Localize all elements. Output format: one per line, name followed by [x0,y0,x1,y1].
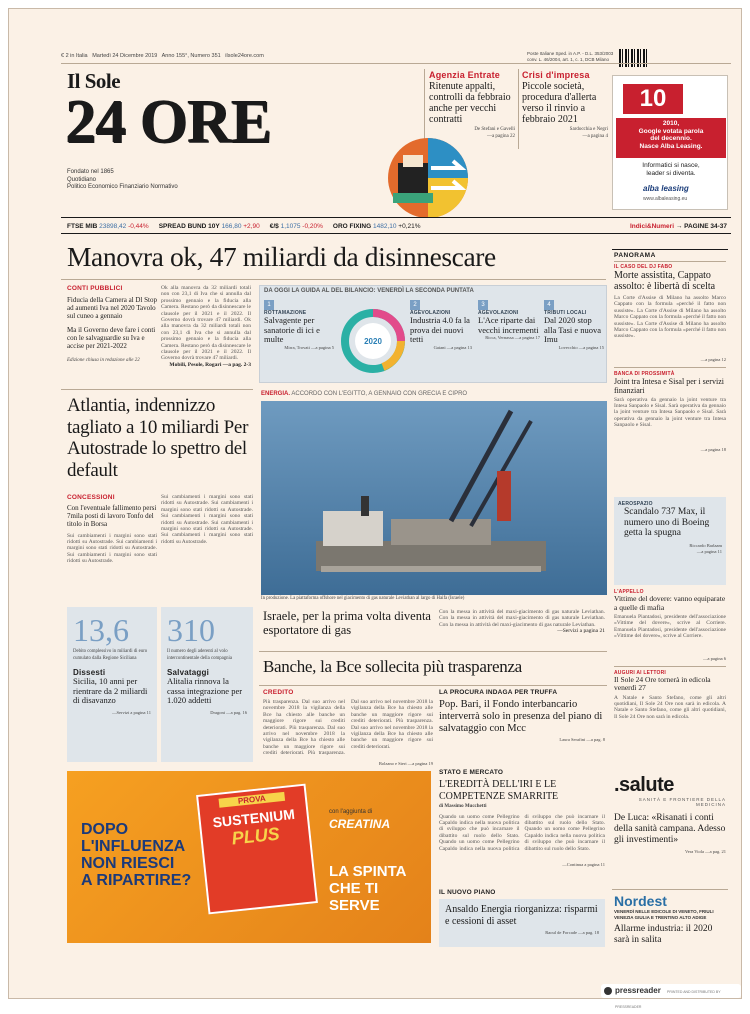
site: ilsole24ore.com [225,53,264,59]
salute-insert[interactable]: .salute SANITÀ E FRONTIERE DELLA MEDICINA De Luca: «Risanati i conti della sanità campana. Adesso gli investimenti» Vera Viola —a pag. 21 [614,774,726,854]
indici-link[interactable]: Indici&Numeri → PAGINE 34-37 [629,222,727,230]
date: Martedì 24 Dicembre 2019 [92,53,158,59]
ad-sustenium[interactable]: DOPO L'INFLUENZA NON RIESCI A RIPARTIRE? PROVA SUSTENIUM PLUS con l'aggiunta di CREATINA LA SPINTA CHE TI SERVE [67,771,431,943]
stat-sicilia[interactable]: 13,6 Debito complessivo in miliardi di euro cumulato dalla Regione Siciliana Dissesti Sicilia, 10 anni per rientrare da 2 miliardi di disavanzo —Servizi a pagina 11 [67,607,157,762]
ad-number-badge: 10 [623,84,683,114]
energia-caption: In produzione. La piattaforma offshore nel giacimento di gas naturale Leviathan al largo di Haifa (Israele) [261,596,465,601]
pressreader-logo[interactable]: pressreader PRINTED AND DISTRIBUTED BY PRESSREADER [601,984,741,998]
nordest-insert[interactable]: Nordest VENERDÌ NELLE EDICOLE DI VENETO, FRIULI VENEZIA GIULIA E TRENTINO ALTO ADIGE Allarme industria: il 2020 sarà in salita [614,893,714,945]
banche-headline[interactable]: Banche, la Bce sollecita più trasparenza [263,657,522,676]
banche-article: CREDITO Più trasparenza. Dal suo arrivo nel novembre 2018 la vigilanza della Bce ha chiesto alle banche un maggiore rigore sui crediti deteriorati. Più trasparenza. Dal suo arrivo nel novembre 2018 la vigilanza della Bce ha chiesto alle banche un maggiore rigore sui crediti deteriorati. Più trasparenza. Dal suo arrivo nel novembre 2018 la vigilanza della Bce ha chiesto alle banche un maggiore rigore sui crediti deteriorati. Più trasparenza. Dal suo arrivo nel novembre 2018 la vigilanza della Bce ha chiesto alle banche un maggiore rigore sui crediti deteriorati. Bolzano e Steri —a pagina 19 [263,689,433,766]
alba-logo: alba leasing [643,184,689,193]
pressreader-icon [604,987,612,995]
stato-mercato: STATO E MERCATO L'EREDITÀ DELL'IRI E LE COMPETENZE SMARRITE di Massimo Mucchetti Quando un uomo come Pellegrino Capaldo indica nella nuova politica di sviluppo che può incarnare il dibattito sul ruolo dello Stato. Quando un uomo come Pellegrino Capaldo indica nella nuova politica di sviluppo che può incarnare il dibattito sul ruolo dello Stato. Quando un uomo come Pellegrino Capaldo indica nella nuova politica di sviluppo che può incarnare il dibattito sul ruolo dello Stato. —Continua a pagina 11 [439,769,605,867]
energia-photo [261,401,607,595]
masthead-desc: Fondato nel 1865 Quotidiano Politico Economico Finanziario Normativo [67,169,178,190]
guida-logo [338,306,408,376]
svg-text:2020: 2020 [364,337,382,346]
markets-bar [67,220,727,232]
atlantia-side: CONCESSIONI Con l'eventuale fallimento persi 7mila posti di lavoro Tonfo del titolo in Borsa Sui cambiamenti i margini sono stati ridotti su Autostrade. Sui cambiamenti i margini sono stati ridotti su Autostrade. Sui cambiamenti i margini sono stati ridotti su Autostrade. [67,494,158,565]
ad-alba-leasing[interactable]: 10 2010, Google votata parola del decennio. Nasce Alba Leasing. Informatici si nasce, leader si diventa. alba leasing www.albaleasing.eu [612,75,728,210]
product-box: PROVA SUSTENIUM PLUS [196,784,318,915]
stat-alitalia[interactable]: 310 Il numero degli aderenti al volo intercontinentale della compagnia Salvataggi Alitalia rinnova la cassa integrazione per 1.020 addetti Dragoni —a pag. 16 [161,607,253,762]
stato-headline[interactable]: L'EREDITÀ DELL'IRI E LE COMPETENZE SMARRITE [439,779,559,802]
market-gold[interactable]: ORO FIXING 1482,10 +0,21% [332,222,421,230]
atlantia-text: Sui cambiamenti i margini sono stati ridotti su Autostrade. Sui cambiamenti i margini sono stati ridotti su Autostrade. Sui cambiamenti i margini sono stati ridotti su Autostrade. Sui cambiamenti i margini sono stati ridotti su Autostrade. Sui cambiamenti i margini sono stati ridotti su Autostrade. [161,494,253,545]
masthead-logo: 24 ORE [65,88,271,156]
energia-headline[interactable]: Israele, per la prima volta diventa esportatore di gas [263,609,431,637]
panorama-story-5[interactable]: Il Sole 24 Ore tornerà in edicola venerdì 27 [614,674,711,692]
guida-item-4[interactable]: 4 TRIBUTI LOCALI Dal 2020 stop alla Tasi e nuova Imu Lovecchio —a pagina 15 [544,302,604,350]
panorama-column: PANORAMA IL CASO DEL DJ FABO Morte assistita, Cappato assolto: è libertà di scelta La Corte d'Assise di Milano ha assolto Marco Cappato con la formula «perché il fatto non sussiste». La Corte d'Assise di Milano ha assolto Marco Cappato con la formula «perché il fatto non sussiste». La Corte d'Assise di Milano ha assolto Marco Cappato con la formula «perché il fatto non sussiste». —a pagina 12 BANCA DI PROSSIMITÀ Joint tra Intesa e Sisal per i servizi finanziari Sarà operativa da gennaio la joint venture tra Intesa Sanpaolo e Sisal. Sarà operativa da gennaio la joint venture tra Intesa Sanpaolo e Sisal. Sarà operativa da gennaio la joint venture tra Intesa Sanpaolo e Sisal. —a pagina 18 [614,252,726,452]
arrow-icon: → [675,222,683,230]
guida-item-1[interactable]: 1 ROTTAMAZIONE Salvagente per sanatorie di ici e multe Mirra, Trovati —a pagina 5 [264,302,334,350]
guida-box: DA OGGI LA GUIDA AL DEL BILANCIO: VENERDÌ LA SECONDA PUNTATA 1 ROTTAMAZIONE Salvagente per sanatorie di ici e multe Mirra, Trovati —a pagina 5 2020 2 AGEVOLAZIONI Industria 4.0 fa la prova dei nuovi tetti Gaiani —a pagina 13 3 AGEVOLAZIONI L'Ace riparte dai vecchi incrementi Ricca, Vernassa —a pagina 17 4 TRIBUTI LOCALI Dal 2020 stop alla Tasi e nuova Imu Lovecchio —a pagina 15 [259,285,607,383]
postal-info: Poste Italiane Sped. in A.P. - D.L. 353/2003 conv. L. 46/2004, art. 1, c. 1, DCB Milano [527,51,614,62]
manovra-text: Ok alla manovra da 32 miliardi totali non con 23,1 di Iva che si annulla dal prossimo gennaio e la fiducia alla Camera. Restano però da disinnescare le clausole per il 2021 e il 2022. Il Governo dovrà trovare 47 miliardi. Ok alla manovra da 32 miliardi totali non con 23,1 di Iva che si annulla dal prossimo gennaio e la fiducia alla Camera. Restano però da disinnescare le clausole per il 2021 e il 2022. Il Governo dovrà trovare 47 miliardi. Mobili, Pesole, Rogari —a pag. 2-3 [161,285,251,368]
main-headline[interactable]: Manovra ok, 47 miliardi da disinnescare [67,241,496,272]
panorama-story-4[interactable]: Vittime del dovere: vanno equiparate a quelle di mafia [614,594,726,612]
market-spread[interactable]: SPREAD BUND 10Y 166,80 +2,90 [158,222,260,230]
issue: Anno 155°, Numero 351 [161,53,221,59]
newspaper-front-page [8,8,742,1009]
energia-kicker: ENERGIA. ACCORDO CON L'EGITTO, A GENNAIO CON GRECIA E CIPRO [261,391,468,397]
guida-item-3[interactable]: 3 AGEVOLAZIONI L'Ace riparte dai vecchi incrementi Ricca, Vernassa —a pagina 17 [478,302,540,340]
teaser-entrate[interactable]: Agenzia Entrate Ritenute appalti, controlli da febbraio anche per vecchi contratti De Stefani e Gavelli —a pagina 22 [429,70,515,139]
masthead-line1: Il Sole [67,69,121,93]
price: € 2 in Italia [61,53,88,59]
panorama-story-1[interactable]: Morte assistita, Cappato assolto: è libertà di scelta [614,270,716,292]
bari-article[interactable]: LA PROCURA INDAGA PER TRUFFA Pop. Bari, il Fondo interbancario interverrà solo in presenza del piano di salvataggio con Mcc Laura Serafini —a pag. 8 [439,689,605,742]
guida-item-2[interactable]: 2 AGEVOLAZIONI Industria 4.0 fa la prova dei nuovi tetti Gaiani —a pagina 13 [410,302,472,350]
conti-pubblici: CONTI PUBBLICI Fiducia della Camera al Dl Stop ad aumenti Iva nel 2020 Tavolo sul cuneo a gennaio Ma il Governo deve fare i conti con le salvaguardie su Iva e accise per 2021-2022 Edizione chiusa in redazione alle 22 [67,285,158,364]
energia-text: Con la messa in attività del maxi-giacimento di gas naturale Leviathan. Con la messa in attività del maxi-giacimento di gas naturale Leviathan. Con la messa in attività del maxi-giacimento di gas naturale Leviathan. —Servizi a pagina 21 [439,609,605,635]
panorama-appello: L'APPELLO Vittime del dovere: vanno equiparate a quelle di mafia Emanuela Piantadosi, presidente dell'associazione «Vittime del dovere», scrive al Corriere. Emanuela Piantadosi, presidente dell'associazione «Vittime del dovere», scrive al Corriere. —a pagina 6 AUGURI AI LETTORI Il Sole 24 Ore tornerà in edicola venerdì 27 A Natale e Santo Stefano, come gli altri quotidiani, Il Sole 24 Ore non sarà in edicola. A Natale e Santo Stefano, come gli altri quotidiani, Il Sole 24 Ore non sarà in edicola. [614,589,726,720]
market-ftse[interactable]: FTSE MIB 23898,42 -0,44% [67,222,149,230]
top-info [61,53,341,60]
ansaldo-box[interactable]: Ansaldo Energia riorganizza: risparmi e cessioni di asset Raoul de Forcade —a pag. 18 [439,899,605,947]
panorama-boeing[interactable]: AEROSPAZIO Scandalo 737 Max, il numero uno di Boeing getta la spugna Riccardo Barlaam —a pagina 11 [614,497,726,585]
market-eurusd[interactable]: €/$ 1,1075 -0,20% [269,222,323,230]
ansaldo: IL NUOVO PIANO Ansaldo Energia riorganizza: risparmi e cessioni di asset Raoul de Forcade —a pag. 18 [439,889,605,947]
panorama-story-2[interactable]: Joint tra Intesa e Sisal per i servizi finanziari [614,376,724,395]
teaser-crisi[interactable]: Crisi d'impresa Piccole società, procedura d'allerta verso il rinvio a febbraio 2021 Sardocchia e Negri —a pagina 4 [522,70,608,139]
barcode-icon [619,49,649,67]
illustration-graphic [373,133,483,223]
atlantia-headline[interactable]: Atlantia, indennizzo tagliato a 10 miliardi Per Autostrade lo spettro del default [67,395,249,481]
